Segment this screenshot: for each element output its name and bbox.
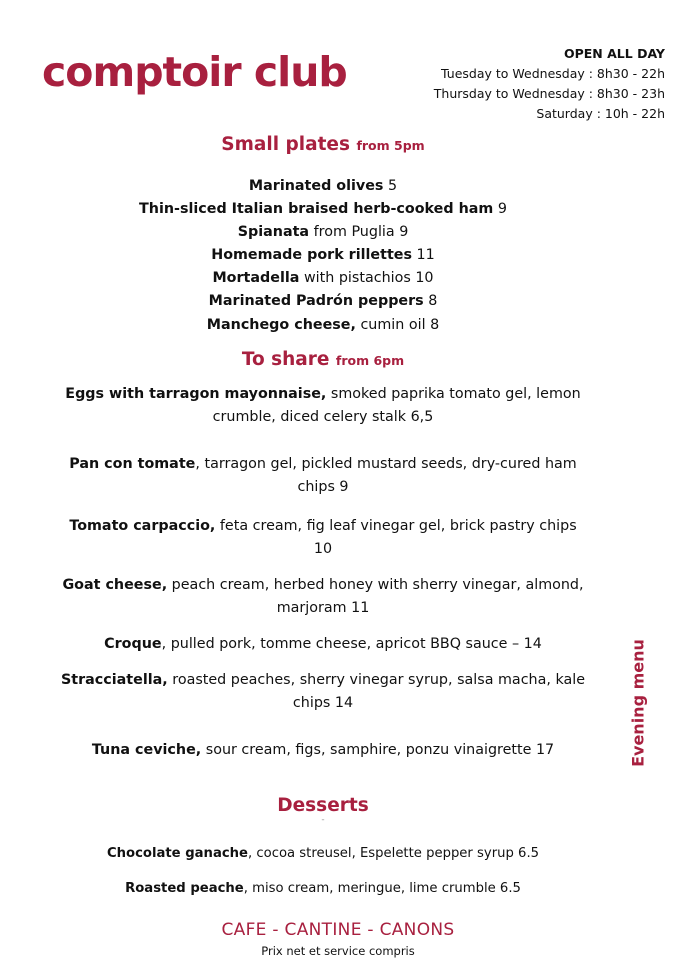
item-name: Marinated olives [248, 178, 384, 194]
to-share-title [0, 348, 646, 373]
item-name: Pan con tomate [69, 456, 196, 472]
footer-title: CAFE - CANTINE - CANONS [221, 920, 455, 940]
menu-item [60, 198, 586, 221]
menu-item [60, 633, 586, 656]
item-description: with pistachios 10 [299, 270, 434, 286]
item-description: peach cream, herbed honey with sherry vinegar, almond, marjoram 11 [167, 577, 584, 616]
item-name: Tomato carpaccio, [69, 518, 216, 534]
section-title-text: Small plates [221, 134, 350, 155]
section-title-text: To share [241, 349, 330, 370]
item-name: Chocolate ganache [106, 846, 248, 861]
item-description: , pulled pork, tomme cheese, apricot BBQ sauce – 14 [161, 636, 542, 652]
item-description: 5 [383, 178, 398, 194]
menu-item [60, 574, 586, 620]
restaurant-name: comptoir club [42, 48, 347, 96]
menu-item [60, 221, 586, 244]
item-description: , miso cream, meringue, lime crumble 6.5 [243, 881, 521, 896]
item-name: Homemade pork rillettes [211, 247, 412, 263]
item-name: Manchego cheese, [206, 317, 356, 333]
item-description: roasted peaches, sherry vinegar syrup, salsa macha, kale chips 14 [167, 672, 586, 711]
item-description: , tarragon gel, pickled mustard seeds, dry-cured ham chips 9 [195, 456, 577, 495]
menu-item [60, 515, 586, 561]
small-plates-title [0, 133, 646, 158]
item-description: 8 [423, 293, 438, 309]
item-description: from Puglia 9 [309, 224, 409, 240]
item-name: Roasted peache [125, 881, 244, 896]
menu-item [60, 383, 586, 429]
item-description: 9 [493, 201, 507, 217]
menu-item [60, 244, 586, 267]
menu-item [60, 669, 586, 715]
item-name: Eggs with tarragon mayonnaise, [65, 386, 327, 402]
menu-item [60, 842, 586, 865]
item-description: smoked paprika tomato gel, lemon crumble, diced celery stalk 6,5 [212, 386, 581, 425]
item-description: sour cream, figs, samphire, ponzu vinaigrette 17 [201, 742, 555, 758]
section-divider: - [321, 815, 325, 825]
menu-item [60, 877, 586, 900]
item-name: Stracciatella, [60, 672, 168, 688]
menu-item [60, 739, 586, 762]
item-name: Tuna ceviche, [91, 742, 202, 758]
menu-item [60, 453, 586, 499]
menu-item [60, 267, 586, 290]
menu-item [60, 290, 586, 313]
item-description: feta cream, fig leaf vinegar gel, brick pastry chips 10 [215, 518, 577, 557]
item-name: Marinated Padrón peppers [208, 293, 424, 309]
hours-line: Tuesday to Wednesday : 8h30 - 22h [441, 66, 665, 81]
item-description: 11 [412, 247, 435, 263]
item-name: Goat cheese, [62, 577, 168, 593]
evening-menu-label: Evening menu [628, 639, 648, 767]
hours-line: Saturday : 10h - 22h [536, 106, 665, 121]
item-name: Thin-sliced Italian braised herb-cooked ham [139, 201, 494, 217]
menu-item [60, 314, 586, 337]
section-title-text: Desserts [277, 795, 369, 816]
opening-hours [434, 44, 665, 124]
section-subtitle: from 6pm [335, 353, 405, 368]
item-name: Croque [104, 636, 162, 652]
section-subtitle: from 5pm [356, 138, 425, 153]
footer-note: Prix net et service compris [261, 944, 415, 958]
item-name: Mortadella [212, 270, 300, 286]
item-name: Spianata [237, 224, 310, 240]
item-description: , cocoa streusel, Espelette pepper syrup 6.5 [248, 846, 540, 861]
hours-heading: OPEN ALL DAY [563, 46, 665, 61]
menu-item [60, 175, 586, 198]
item-description: cumin oil 8 [355, 317, 440, 333]
hours-line: Thursday to Wednesday : 8h30 - 23h [433, 86, 665, 101]
